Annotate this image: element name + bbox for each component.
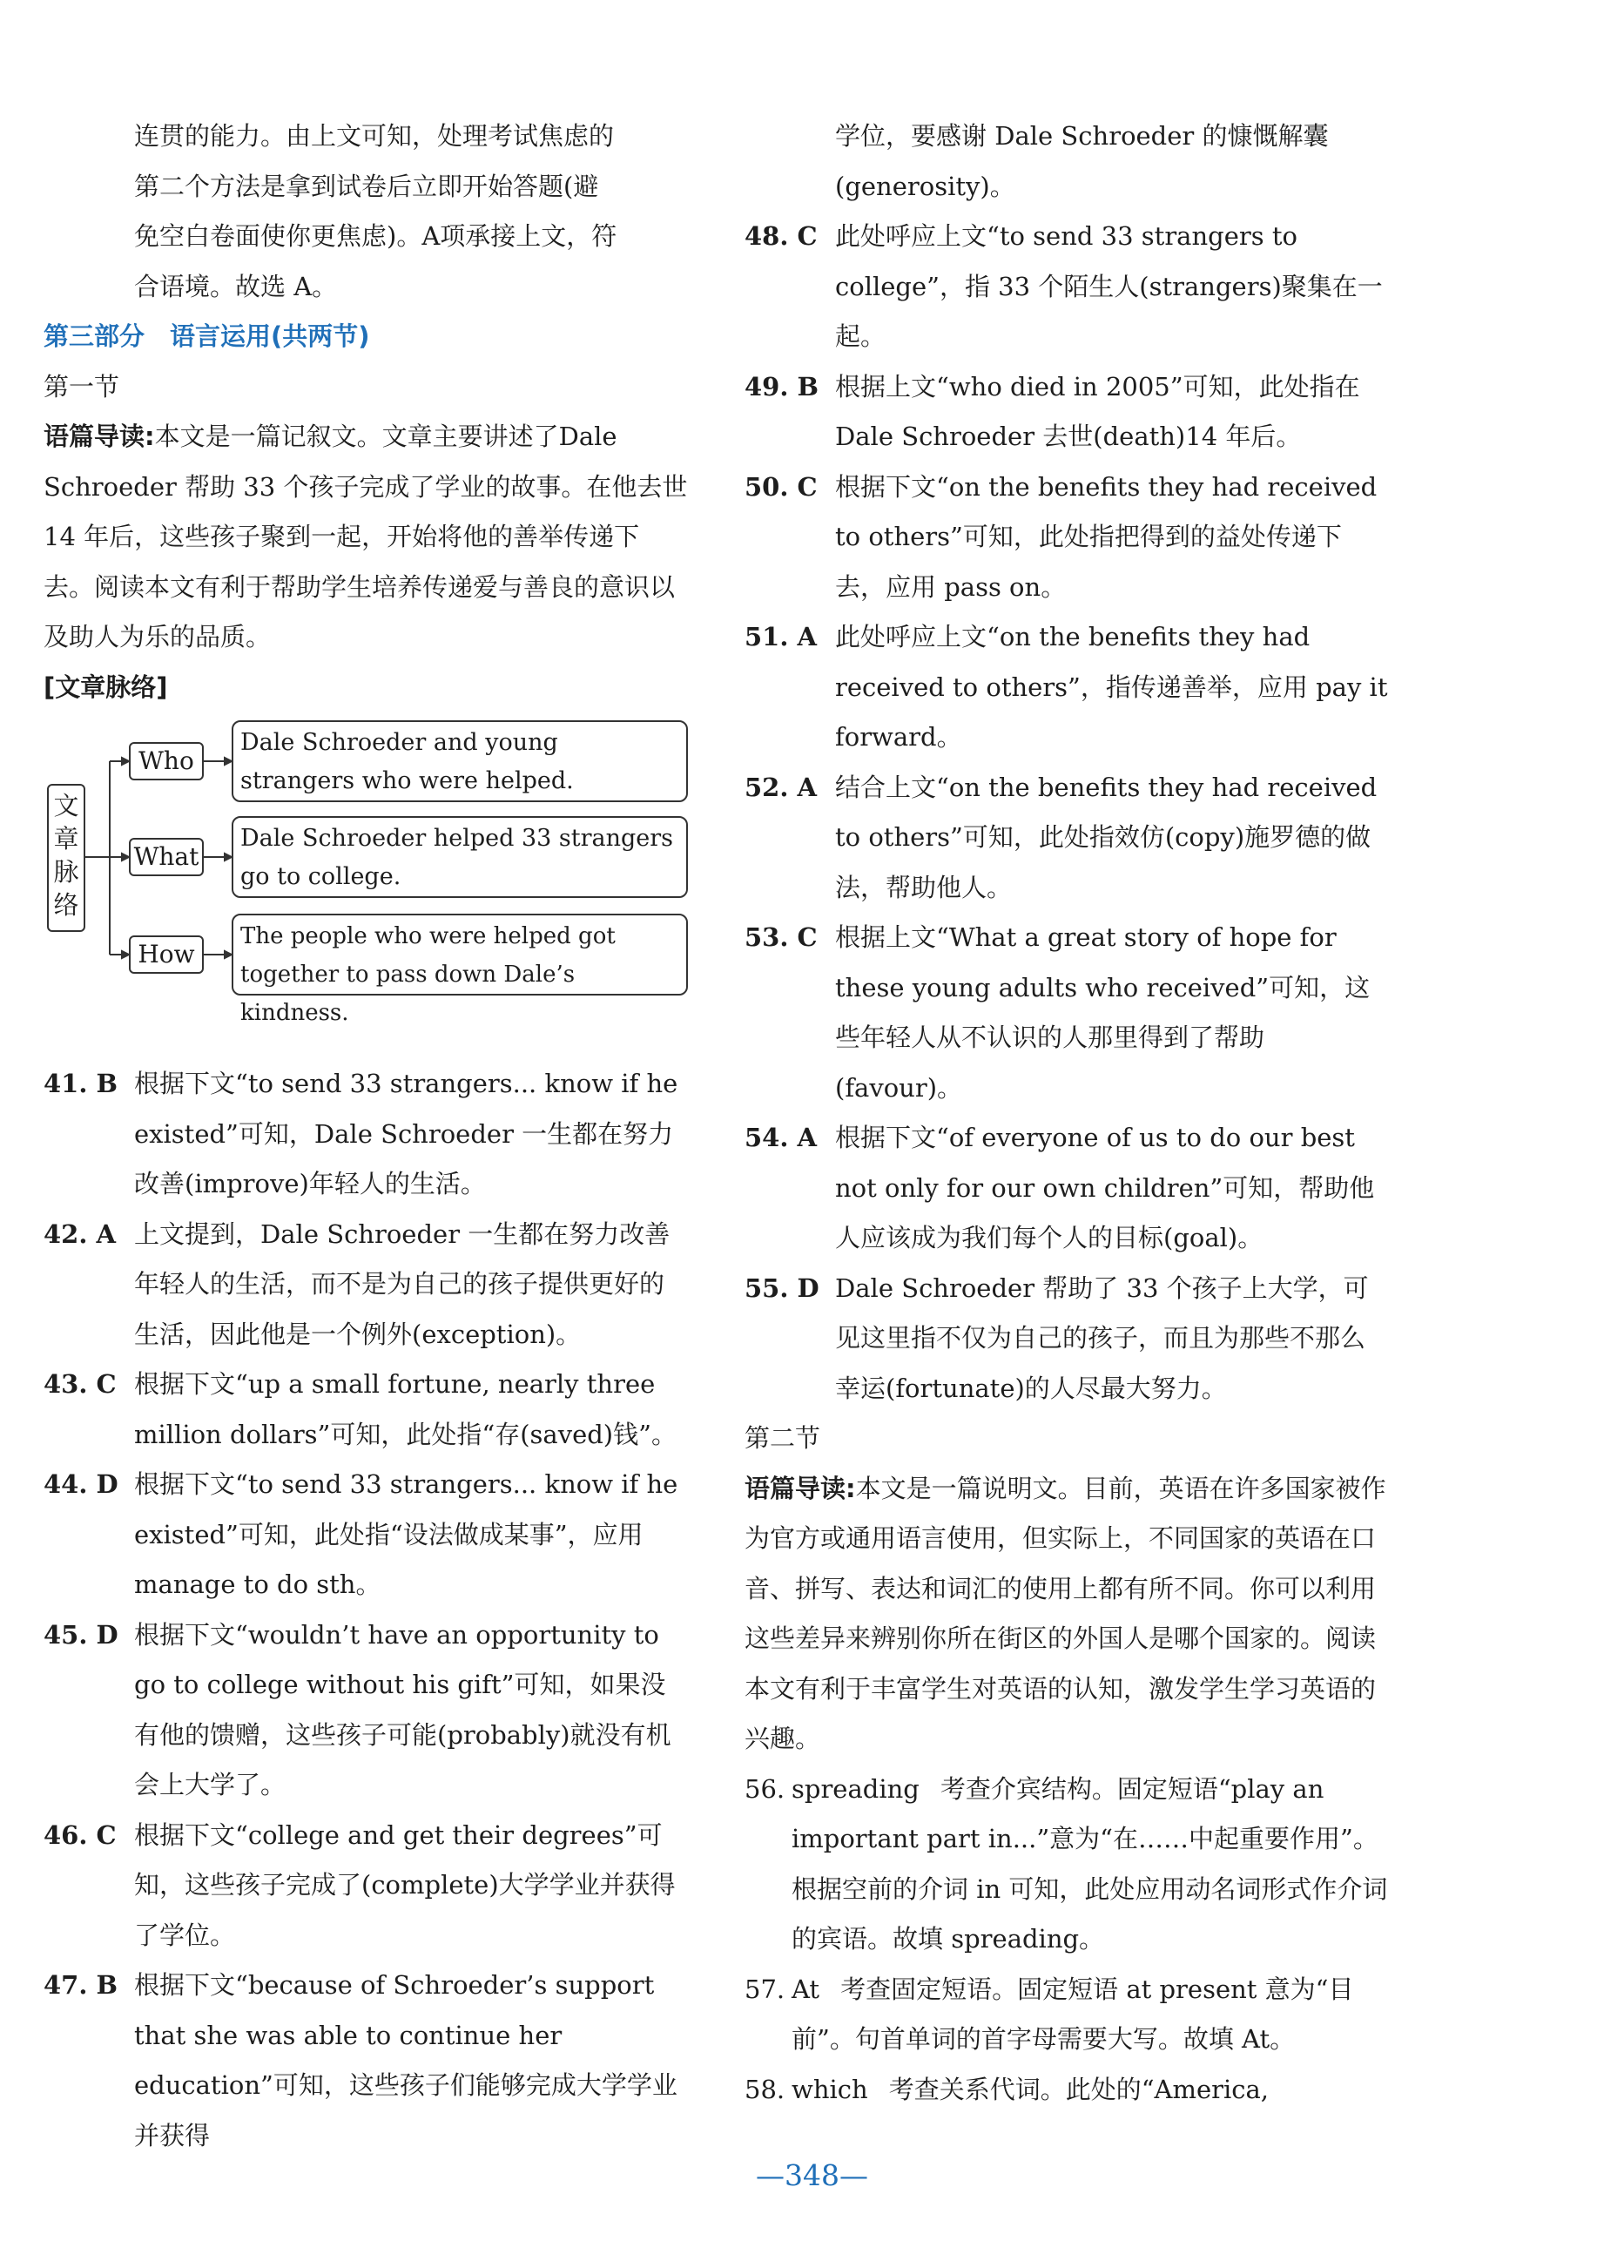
answer-item-55 <box>745 1264 1389 1414</box>
item-text: 根据下文“because of Schroeder’s support that she was able to continue her education”可知，这些孩子们能够完成大学学业并获得 <box>134 1970 677 2150</box>
item-number: 45. D <box>44 1619 118 1650</box>
right-column <box>745 111 1389 2115</box>
left-column <box>44 111 688 2161</box>
text-line: 第二个方法是拿到试卷后立即开始答题(避 <box>134 171 599 201</box>
what-answer-box: Dale Schroeder helped 33 strangers go to college. <box>232 816 688 898</box>
map-root-box <box>47 784 85 932</box>
continued-explanation <box>44 111 688 312</box>
item-text: 考查关系代词。此处的“America, <box>888 2074 1270 2104</box>
item-number: 46. C <box>44 1819 117 1850</box>
item-text: 根据下文“of everyone of us to do our best not only for our own children”可知，帮助他人应该成为我们每个人的目标(goal)。 <box>835 1123 1375 1252</box>
who-box: Who <box>129 742 204 780</box>
text-line: 连贯的能力。由上文可知，处理考试焦虑的 <box>134 121 615 151</box>
passage-intro <box>745 1464 1389 1765</box>
item-number: 47. B <box>44 1970 118 2000</box>
answer-item-50 <box>745 462 1389 613</box>
answer-item-51 <box>745 612 1389 763</box>
item-text: Dale Schroeder 帮助了 33 个孩子上大学，可见这里指不仅为自己的孩子，而且为那些不那么幸运(fortunate)的人尽最大努力。 <box>835 1272 1369 1403</box>
item-text: 此处呼应上文“to send 33 strangers to college”，指 33 个陌生人(strangers)聚集在一起。 <box>835 221 1383 351</box>
what-box: What <box>129 838 204 876</box>
item-number: 58. <box>745 2074 785 2104</box>
item-text: 此处呼应上文“on the benefits they had received to others”，指传递善举，应用 pay it forward。 <box>835 622 1388 752</box>
item-answer: spreading <box>792 1773 920 1804</box>
item-number: 57. <box>745 1974 785 2004</box>
item-number: 44. D <box>44 1469 118 1499</box>
answer-item-43 <box>44 1360 688 1460</box>
answer-item-42 <box>44 1210 688 1360</box>
fill-item-57 <box>745 1965 1389 2065</box>
answer-item-44 <box>44 1460 688 1610</box>
root-char: 络 <box>53 890 79 920</box>
article-structure-diagram <box>44 718 688 1056</box>
item-number: 48. C <box>745 221 818 251</box>
answer-item-47 <box>44 1961 688 2161</box>
intro-label: 语篇导读: <box>44 422 155 451</box>
section-heading: 第二节 <box>745 1423 821 1453</box>
answer-item-49 <box>745 362 1389 462</box>
how-answer-box: The people who were helped got together to pass down Dale’s kindness. <box>232 914 688 996</box>
fill-item-58 <box>745 2065 1389 2116</box>
text-line: 学位，要感谢 Dale Schroeder 的慷慨解囊 <box>835 121 1329 151</box>
item-answer: which <box>792 2074 868 2104</box>
item-text: 根据下文“wouldn’t have an opportunity to go to college without his gift”可知，如果没有他的馈赠，这些孩子可能(probably)就没有机会上大学了。 <box>134 1619 671 1799</box>
item-text: 根据下文“up a small fortune, nearly three million dollars”可知，此处指“存(saved)钱”。 <box>134 1369 677 1449</box>
fill-item-56 <box>745 1765 1389 1965</box>
answer-item-48 <box>745 212 1389 362</box>
item-number: 55. D <box>745 1272 819 1303</box>
answer-item-53 <box>745 913 1389 1113</box>
item-text: 根据下文“on the benefits they had received to others”可知，此处指把得到的益处传递下去，应用 pass on。 <box>835 471 1378 602</box>
how-box: How <box>129 935 204 974</box>
text-line: 免空白卷面使你更焦虑)。A项承接上文，符 <box>134 221 617 251</box>
root-char: 脉 <box>53 857 79 887</box>
item-text: 根据上文“who died in 2005”可知，此处指在 Dale Schroeder 去世(death)14 年后。 <box>835 371 1360 451</box>
answer-item-54 <box>745 1113 1389 1264</box>
item-text: 上文提到，Dale Schroeder 一生都在努力改善年轻人的生活，而不是为自己的孩子提供更好的生活，因此他是一个例外(exception)。 <box>134 1218 670 1349</box>
item-answer: At <box>792 1974 820 2004</box>
answer-item-41 <box>44 1059 688 1210</box>
item-number: 52. A <box>745 772 818 802</box>
item-number: 56. <box>745 1773 785 1804</box>
section-heading: 第一节 <box>44 371 120 402</box>
text-line: 合语境。故选 A。 <box>134 271 338 301</box>
root-char: 文 <box>53 791 79 820</box>
map-title: [文章脉络] <box>44 672 168 702</box>
item-number: 42. A <box>44 1218 117 1249</box>
answer-item-45 <box>44 1610 688 1811</box>
part-heading: 第三部分 语言运用(共两节) <box>44 321 370 351</box>
intro-text: 本文是一篇记叙文。文章主要讲述了Dale Schroeder 帮助 33 个孩子完成了学业的故事。在他去世 14 年后，这些孩子聚到一起，开始将他的善举传递下去。阅读本文有利于帮助学生培养传递爱与善良的意识以及助人为乐的品质。 <box>44 422 688 651</box>
item-number: 41. B <box>44 1069 118 1098</box>
item-text: 考查介宾结构。固定短语“play an important part in...”意为“在……中起重要作用”。根据空前的介词 in 可知，此处应用动名词形式作介词的宾语。故填 spreading。 <box>792 1773 1388 1954</box>
item-text: 根据下文“college and get their degrees”可知，这些孩子完成了(complete)大学学业并获得了学位。 <box>134 1819 676 1950</box>
passage-intro <box>44 412 688 663</box>
item-number: 50. C <box>745 471 818 502</box>
who-answer-box: Dale Schroeder and young strangers who were helped. <box>232 720 688 802</box>
item-number: 53. C <box>745 922 818 952</box>
text-line: (generosity)。 <box>835 171 1015 201</box>
item-number: 51. A <box>745 622 818 651</box>
root-char: 章 <box>53 824 79 854</box>
answer-item-46 <box>44 1811 688 1961</box>
intro-label: 语篇导读: <box>745 1473 856 1503</box>
intro-text: 本文是一篇说明文。目前，英语在许多国家被作为官方或通用语言使用，但实际上，不同国家的英语在口音、拼写、表达和词汇的使用上都有所不同。你可以利用这些差异来辨别你所在街区的外国人是哪个国家的。阅读本文有利于丰富学生对英语的认知，激发学生学习英语的兴趣。 <box>745 1473 1386 1753</box>
item-number: 43. C <box>44 1369 117 1399</box>
item-text: 根据下文“to send 33 strangers... know if he existed”可知，此处指“设法做成某事”，应用 manage to do sth。 <box>134 1469 678 1599</box>
item-text: 结合上文“on the benefits they had received to others”可知，此处指效仿(copy)施罗德的做法，帮助他人。 <box>835 772 1378 902</box>
item-text: 根据上文“What a great story of hope for these young adults who received”可知，这些年轻人从不认识的人那里得到了帮助(favour)。 <box>835 922 1371 1103</box>
page-number: —348— <box>756 2158 868 2192</box>
item-number: 54. A <box>745 1123 818 1152</box>
answer-item-52 <box>745 763 1389 914</box>
item-number: 49. B <box>745 371 819 402</box>
item-text: 考查固定短语。固定短语 at present 意为“目前”。句首单词的首字母需要大写。故填 At。 <box>792 1974 1354 2054</box>
item-text: 根据下文“to send 33 strangers... know if he existed”可知，Dale Schroeder 一生都在努力改善(improve)年轻人的生活。 <box>134 1069 678 1198</box>
